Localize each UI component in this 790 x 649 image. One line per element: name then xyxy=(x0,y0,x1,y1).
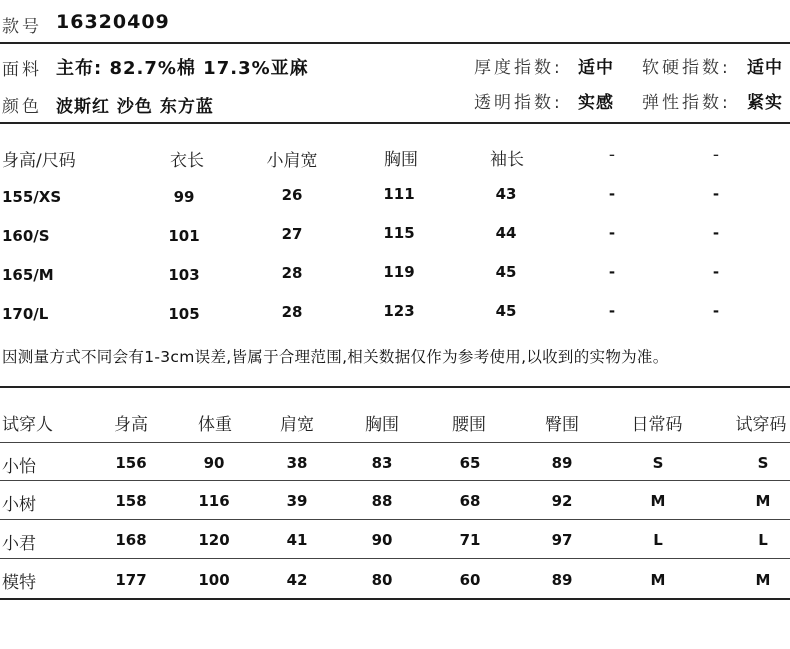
tryon-header-waist: 腰围 xyxy=(452,415,486,435)
size-cell: 28 xyxy=(281,303,303,321)
tryon-cell: 38 xyxy=(286,454,308,472)
thickness-index-value: 适中 xyxy=(578,58,614,78)
tryon-cell: M xyxy=(650,492,666,510)
tryon-cell: 90 xyxy=(371,531,393,549)
tryon-cell: 90 xyxy=(203,454,225,472)
size-cell: 45 xyxy=(495,302,517,320)
tryon-row-divider xyxy=(0,558,790,559)
tryon-cell: 116 xyxy=(198,492,230,510)
divider-bottom xyxy=(0,598,790,600)
size-cell: 165/M xyxy=(2,266,54,284)
tryon-cell: M xyxy=(650,571,666,589)
tryon-cell: 97 xyxy=(551,531,573,549)
product-code: 16320409 xyxy=(56,11,170,33)
transparency-index-value: 实感 xyxy=(578,93,614,113)
size-cell: 115 xyxy=(383,224,415,242)
tryon-cell-person: 小怡 xyxy=(2,457,36,477)
softness-index-label: 软硬指数: xyxy=(642,58,731,78)
tryon-cell: 65 xyxy=(459,454,481,472)
tryon-cell: L xyxy=(758,531,768,549)
tryon-cell: 168 xyxy=(115,531,147,549)
tryon-cell: 71 xyxy=(459,531,481,549)
tryon-header-daily-size: 日常码 xyxy=(631,415,683,435)
tryon-cell-person: 模特 xyxy=(2,573,36,593)
size-header-blank-2: - xyxy=(712,145,720,165)
size-cell: - xyxy=(608,263,616,281)
color-label: 颜色 xyxy=(2,97,42,117)
divider-size-table xyxy=(0,122,790,124)
size-header-length: 衣长 xyxy=(170,151,204,171)
tryon-row-divider xyxy=(0,480,790,481)
transparency-index-label: 透明指数: xyxy=(474,93,563,113)
tryon-cell: 42 xyxy=(286,571,308,589)
tryon-cell: 80 xyxy=(371,571,393,589)
size-cell: - xyxy=(712,263,720,281)
tryon-header-shoulder: 肩宽 xyxy=(280,415,314,435)
size-cell: 27 xyxy=(281,225,303,243)
size-cell: 26 xyxy=(281,186,303,204)
tryon-cell-person: 小树 xyxy=(2,495,36,515)
tryon-cell: S xyxy=(757,454,769,472)
tryon-cell: 39 xyxy=(286,492,308,510)
tryon-cell: 158 xyxy=(115,492,147,510)
tryon-row-divider xyxy=(0,442,790,443)
tryon-cell: 68 xyxy=(459,492,481,510)
size-cell: 101 xyxy=(168,227,200,245)
tryon-cell: 92 xyxy=(551,492,573,510)
tryon-cell-person: 小君 xyxy=(2,534,36,554)
tryon-cell: 89 xyxy=(551,571,573,589)
tryon-cell: M xyxy=(755,571,771,589)
tryon-header-height: 身高 xyxy=(114,415,148,435)
size-cell: 119 xyxy=(383,263,415,281)
size-cell: 105 xyxy=(168,305,200,323)
size-cell: - xyxy=(712,185,720,203)
size-cell: 155/XS xyxy=(2,188,62,206)
size-cell: 123 xyxy=(383,302,415,320)
tryon-cell: 177 xyxy=(115,571,147,589)
size-cell: - xyxy=(712,224,720,242)
size-header-shoulder: 小肩宽 xyxy=(266,151,318,171)
size-cell: - xyxy=(608,224,616,242)
fabric-label: 面料 xyxy=(2,60,42,80)
size-cell: - xyxy=(608,185,616,203)
divider-tryon-table xyxy=(0,386,790,388)
size-header-sleeve: 袖长 xyxy=(490,150,524,170)
elasticity-index-label: 弹性指数: xyxy=(642,93,731,113)
color-value: 波斯红 沙色 东方蓝 xyxy=(56,97,214,117)
size-cell: 45 xyxy=(495,263,517,281)
size-cell: 160/S xyxy=(2,227,50,245)
tryon-cell: 41 xyxy=(286,531,308,549)
tryon-header-weight: 体重 xyxy=(198,415,232,435)
size-header-height-size: 身高/尺码 xyxy=(2,151,76,171)
tryon-cell: 88 xyxy=(371,492,393,510)
size-cell: - xyxy=(712,302,720,320)
product-code-label: 款号 xyxy=(2,17,42,37)
softness-index-value: 适中 xyxy=(747,58,783,78)
tryon-cell: 89 xyxy=(551,454,573,472)
size-header-blank-1: - xyxy=(608,145,616,165)
tryon-row-divider xyxy=(0,519,790,520)
tryon-header-tryon-size: 试穿码 xyxy=(735,415,787,435)
size-cell: 170/L xyxy=(2,305,49,323)
tryon-cell: M xyxy=(755,492,771,510)
size-cell: 44 xyxy=(495,224,517,242)
size-cell: 103 xyxy=(168,266,200,284)
tryon-cell: S xyxy=(652,454,664,472)
tryon-cell: 100 xyxy=(198,571,230,589)
tryon-cell: 60 xyxy=(459,571,481,589)
measurement-note: 因测量方式不同会有1-3cm误差,皆属于合理范围,相关数据仅作为参考使用,以收到的实物为准。 xyxy=(2,348,669,366)
thickness-index-label: 厚度指数: xyxy=(474,58,563,78)
tryon-cell: 83 xyxy=(371,454,393,472)
size-cell: 28 xyxy=(281,264,303,282)
tryon-cell: L xyxy=(653,531,663,549)
size-cell: 99 xyxy=(173,188,195,206)
tryon-header-chest: 胸围 xyxy=(365,415,399,435)
size-cell: 111 xyxy=(383,185,415,203)
tryon-header-person: 试穿人 xyxy=(2,415,53,435)
size-cell: - xyxy=(608,302,616,320)
elasticity-index-value: 紧实 xyxy=(747,93,783,113)
tryon-cell: 156 xyxy=(115,454,147,472)
tryon-header-hip: 臀围 xyxy=(545,415,579,435)
tryon-cell: 120 xyxy=(198,531,230,549)
fabric-value: 主布: 82.7%棉 17.3%亚麻 xyxy=(56,58,309,79)
size-cell: 43 xyxy=(495,185,517,203)
divider-top xyxy=(0,42,790,44)
size-header-chest: 胸围 xyxy=(384,150,418,170)
